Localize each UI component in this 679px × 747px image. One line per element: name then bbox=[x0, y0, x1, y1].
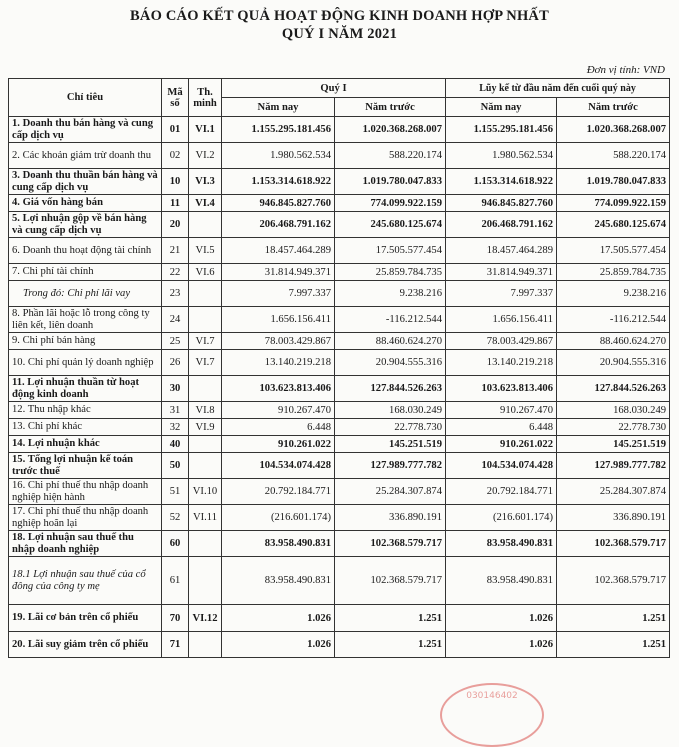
row-note: VI.8 bbox=[189, 402, 222, 419]
row-note: VI.2 bbox=[189, 143, 222, 169]
row-code: 01 bbox=[162, 117, 189, 143]
table-row bbox=[9, 531, 670, 557]
row-note bbox=[189, 632, 222, 658]
ytd-previous: 25.859.784.735 bbox=[557, 264, 670, 281]
ytd-current: 946.845.827.760 bbox=[446, 195, 557, 212]
row-code: 21 bbox=[162, 238, 189, 264]
ytd-previous: 1.020.368.268.007 bbox=[557, 117, 670, 143]
row-code: 24 bbox=[162, 307, 189, 333]
quarter-previous: -116.212.544 bbox=[335, 307, 446, 333]
row-code: 11 bbox=[162, 195, 189, 212]
quarter-previous: 127.844.526.263 bbox=[335, 376, 446, 402]
quarter-previous: 88.460.624.270 bbox=[335, 333, 446, 350]
quarter-previous: 145.251.519 bbox=[335, 436, 446, 453]
row-code: 60 bbox=[162, 531, 189, 557]
table-row bbox=[9, 350, 670, 376]
header-ma-so: Mã số bbox=[162, 79, 189, 117]
table-row bbox=[9, 169, 670, 195]
currency-unit: Đơn vị tính: VND bbox=[586, 64, 665, 76]
ytd-previous: 145.251.519 bbox=[557, 436, 670, 453]
ytd-current: 18.457.464.289 bbox=[446, 238, 557, 264]
row-note bbox=[189, 557, 222, 605]
header-thuyet-minh: Th. minh bbox=[189, 79, 222, 117]
row-note: VI.12 bbox=[189, 605, 222, 632]
quarter-previous: 25.284.307.874 bbox=[335, 479, 446, 505]
ytd-previous: 102.368.579.717 bbox=[557, 531, 670, 557]
ytd-current: 13.140.219.218 bbox=[446, 350, 557, 376]
quarter-current: 1.980.562.534 bbox=[222, 143, 335, 169]
row-code: 30 bbox=[162, 376, 189, 402]
quarter-previous: 1.019.780.047.833 bbox=[335, 169, 446, 195]
row-note: VI.11 bbox=[189, 505, 222, 531]
ytd-current: 1.980.562.534 bbox=[446, 143, 557, 169]
quarter-current: 78.003.429.867 bbox=[222, 333, 335, 350]
ytd-current: 6.448 bbox=[446, 419, 557, 436]
company-seal: 030146402 bbox=[440, 683, 544, 747]
header-chi-tieu: Chỉ tiêu bbox=[9, 79, 162, 117]
ytd-previous: 88.460.624.270 bbox=[557, 333, 670, 350]
quarter-previous: 9.238.216 bbox=[335, 281, 446, 307]
quarter-current: 31.814.949.371 bbox=[222, 264, 335, 281]
quarter-previous: 168.030.249 bbox=[335, 402, 446, 419]
table-row bbox=[9, 238, 670, 264]
row-note bbox=[189, 376, 222, 402]
ytd-current: 103.623.813.406 bbox=[446, 376, 557, 402]
row-code: 22 bbox=[162, 264, 189, 281]
ytd-current: 83.958.490.831 bbox=[446, 557, 557, 605]
quarter-previous: 1.251 bbox=[335, 632, 446, 658]
quarter-previous: 245.680.125.674 bbox=[335, 212, 446, 238]
row-code: 23 bbox=[162, 281, 189, 307]
quarter-current: (216.601.174) bbox=[222, 505, 335, 531]
table-row bbox=[9, 479, 670, 505]
header-y-nam-truoc: Năm trước bbox=[557, 98, 670, 117]
header-y-nam-nay: Năm nay bbox=[446, 98, 557, 117]
quarter-previous: 588.220.174 bbox=[335, 143, 446, 169]
table-row bbox=[9, 505, 670, 531]
row-note: VI.9 bbox=[189, 419, 222, 436]
ytd-previous: 17.505.577.454 bbox=[557, 238, 670, 264]
row-code: 02 bbox=[162, 143, 189, 169]
quarter-current: 7.997.337 bbox=[222, 281, 335, 307]
header-quy: Quý I bbox=[222, 79, 446, 98]
quarter-current: 83.958.490.831 bbox=[222, 557, 335, 605]
ytd-previous: 1.251 bbox=[557, 605, 670, 632]
quarter-previous: 127.989.777.782 bbox=[335, 453, 446, 479]
ytd-previous: 25.284.307.874 bbox=[557, 479, 670, 505]
row-code: 71 bbox=[162, 632, 189, 658]
ytd-previous: 336.890.191 bbox=[557, 505, 670, 531]
quarter-previous: 102.368.579.717 bbox=[335, 531, 446, 557]
quarter-current: 1.026 bbox=[222, 632, 335, 658]
row-label: 20. Lãi suy giảm trên cổ phiếu bbox=[9, 632, 162, 658]
ytd-previous: 127.844.526.263 bbox=[557, 376, 670, 402]
quarter-previous: 1.251 bbox=[335, 605, 446, 632]
row-note bbox=[189, 212, 222, 238]
table-row bbox=[9, 605, 670, 632]
quarter-current: 1.153.314.618.922 bbox=[222, 169, 335, 195]
row-code: 25 bbox=[162, 333, 189, 350]
row-label: 18.1 Lợi nhuận sau thuế của cổ đông của công ty mẹ bbox=[9, 557, 162, 605]
income-statement-table bbox=[8, 78, 670, 658]
ytd-current: 78.003.429.867 bbox=[446, 333, 557, 350]
row-label: 5. Lợi nhuận gộp về bán hàng và cung cấp dịch vụ bbox=[9, 212, 162, 238]
quarter-current: 910.261.022 bbox=[222, 436, 335, 453]
row-label: 18. Lợi nhuận sau thuế thu nhập doanh nghiệp bbox=[9, 531, 162, 557]
row-label: 15. Tổng lợi nhuận kế toán trước thuế bbox=[9, 453, 162, 479]
row-note bbox=[189, 436, 222, 453]
row-label: 13. Chi phí khác bbox=[9, 419, 162, 436]
row-label: 11. Lợi nhuận thuần từ hoạt động kinh doanh bbox=[9, 376, 162, 402]
ytd-current: 1.656.156.411 bbox=[446, 307, 557, 333]
ytd-current: 1.155.295.181.456 bbox=[446, 117, 557, 143]
quarter-current: 104.534.074.428 bbox=[222, 453, 335, 479]
row-code: 50 bbox=[162, 453, 189, 479]
ytd-current: 20.792.184.771 bbox=[446, 479, 557, 505]
row-code: 61 bbox=[162, 557, 189, 605]
table-row bbox=[9, 402, 670, 419]
row-note: VI.7 bbox=[189, 350, 222, 376]
row-label: 3. Doanh thu thuần bán hàng và cung cấp dịch vụ bbox=[9, 169, 162, 195]
ytd-previous: 1.251 bbox=[557, 632, 670, 658]
quarter-previous: 20.904.555.316 bbox=[335, 350, 446, 376]
table-row bbox=[9, 281, 670, 307]
table-row bbox=[9, 333, 670, 350]
ytd-previous: 1.019.780.047.833 bbox=[557, 169, 670, 195]
table-row bbox=[9, 632, 670, 658]
quarter-current: 18.457.464.289 bbox=[222, 238, 335, 264]
row-code: 40 bbox=[162, 436, 189, 453]
row-code: 20 bbox=[162, 212, 189, 238]
row-note: VI.5 bbox=[189, 238, 222, 264]
table-row bbox=[9, 212, 670, 238]
row-code: 70 bbox=[162, 605, 189, 632]
table-row bbox=[9, 453, 670, 479]
row-label: 16. Chi phí thuế thu nhập doanh nghiệp hiện hành bbox=[9, 479, 162, 505]
ytd-current: (216.601.174) bbox=[446, 505, 557, 531]
header-q-nam-nay: Năm nay bbox=[222, 98, 335, 117]
ytd-current: 1.026 bbox=[446, 605, 557, 632]
row-note bbox=[189, 281, 222, 307]
ytd-current: 83.958.490.831 bbox=[446, 531, 557, 557]
quarter-current: 1.026 bbox=[222, 605, 335, 632]
row-note bbox=[189, 453, 222, 479]
ytd-previous: 588.220.174 bbox=[557, 143, 670, 169]
ytd-current: 104.534.074.428 bbox=[446, 453, 557, 479]
row-note: VI.7 bbox=[189, 333, 222, 350]
ytd-current: 206.468.791.162 bbox=[446, 212, 557, 238]
row-code: 51 bbox=[162, 479, 189, 505]
quarter-current: 103.623.813.406 bbox=[222, 376, 335, 402]
ytd-current: 1.026 bbox=[446, 632, 557, 658]
row-note bbox=[189, 307, 222, 333]
quarter-current: 6.448 bbox=[222, 419, 335, 436]
row-label: 4. Giá vốn hàng bán bbox=[9, 195, 162, 212]
ytd-current: 1.153.314.618.922 bbox=[446, 169, 557, 195]
row-note: VI.10 bbox=[189, 479, 222, 505]
table-row bbox=[9, 376, 670, 402]
ytd-current: 7.997.337 bbox=[446, 281, 557, 307]
quarter-previous: 17.505.577.454 bbox=[335, 238, 446, 264]
row-note: VI.6 bbox=[189, 264, 222, 281]
row-code: 32 bbox=[162, 419, 189, 436]
row-note: VI.3 bbox=[189, 169, 222, 195]
row-note bbox=[189, 531, 222, 557]
report-title: BÁO CÁO KẾT QUẢ HOẠT ĐỘNG KINH DOANH HỢP NHẤT bbox=[130, 8, 549, 24]
ytd-current: 910.267.470 bbox=[446, 402, 557, 419]
ytd-current: 31.814.949.371 bbox=[446, 264, 557, 281]
table-row bbox=[9, 264, 670, 281]
row-code: 26 bbox=[162, 350, 189, 376]
ytd-previous: -116.212.544 bbox=[557, 307, 670, 333]
quarter-previous: 336.890.191 bbox=[335, 505, 446, 531]
row-label: 17. Chi phí thuế thu nhập doanh nghiệp hoãn lại bbox=[9, 505, 162, 531]
header-q-nam-truoc: Năm trước bbox=[335, 98, 446, 117]
ytd-previous: 127.989.777.782 bbox=[557, 453, 670, 479]
row-label: 8. Phần lãi hoặc lỗ trong công ty liên kết, liên doanh bbox=[9, 307, 162, 333]
row-label: 1. Doanh thu bán hàng và cung cấp dịch vụ bbox=[9, 117, 162, 143]
ytd-previous: 168.030.249 bbox=[557, 402, 670, 419]
table-row bbox=[9, 419, 670, 436]
quarter-previous: 102.368.579.717 bbox=[335, 557, 446, 605]
quarter-previous: 774.099.922.159 bbox=[335, 195, 446, 212]
row-label: Trong đó: Chi phí lãi vay bbox=[9, 281, 162, 307]
quarter-current: 946.845.827.760 bbox=[222, 195, 335, 212]
table-row bbox=[9, 117, 670, 143]
quarter-previous: 22.778.730 bbox=[335, 419, 446, 436]
ytd-previous: 774.099.922.159 bbox=[557, 195, 670, 212]
row-note: VI.4 bbox=[189, 195, 222, 212]
ytd-current: 910.261.022 bbox=[446, 436, 557, 453]
table-row bbox=[9, 143, 670, 169]
row-label: 6. Doanh thu hoạt động tài chính bbox=[9, 238, 162, 264]
quarter-current: 1.656.156.411 bbox=[222, 307, 335, 333]
header-luy-ke: Lũy kế từ đầu năm đến cuối quý này bbox=[446, 79, 670, 98]
table-row bbox=[9, 436, 670, 453]
quarter-previous: 25.859.784.735 bbox=[335, 264, 446, 281]
quarter-previous: 1.020.368.268.007 bbox=[335, 117, 446, 143]
table-row bbox=[9, 557, 670, 605]
row-label: 2. Các khoản giảm trừ doanh thu bbox=[9, 143, 162, 169]
row-label: 12. Thu nhập khác bbox=[9, 402, 162, 419]
row-code: 31 bbox=[162, 402, 189, 419]
quarter-current: 20.792.184.771 bbox=[222, 479, 335, 505]
row-label: 19. Lãi cơ bản trên cổ phiếu bbox=[9, 605, 162, 632]
ytd-previous: 9.238.216 bbox=[557, 281, 670, 307]
ytd-previous: 102.368.579.717 bbox=[557, 557, 670, 605]
ytd-previous: 22.778.730 bbox=[557, 419, 670, 436]
ytd-previous: 245.680.125.674 bbox=[557, 212, 670, 238]
row-label: 9. Chi phí bán hàng bbox=[9, 333, 162, 350]
quarter-current: 1.155.295.181.456 bbox=[222, 117, 335, 143]
row-label: 14. Lợi nhuận khác bbox=[9, 436, 162, 453]
ytd-previous: 20.904.555.316 bbox=[557, 350, 670, 376]
row-code: 10 bbox=[162, 169, 189, 195]
table-row bbox=[9, 195, 670, 212]
quarter-current: 910.267.470 bbox=[222, 402, 335, 419]
quarter-current: 206.468.791.162 bbox=[222, 212, 335, 238]
quarter-current: 83.958.490.831 bbox=[222, 531, 335, 557]
row-note: VI.1 bbox=[189, 117, 222, 143]
row-label: 10. Chi phí quản lý doanh nghiệp bbox=[9, 350, 162, 376]
row-label: 7. Chi phí tài chính bbox=[9, 264, 162, 281]
row-code: 52 bbox=[162, 505, 189, 531]
table-row bbox=[9, 307, 670, 333]
report-period: QUÝ I NĂM 2021 bbox=[281, 26, 398, 42]
quarter-current: 13.140.219.218 bbox=[222, 350, 335, 376]
